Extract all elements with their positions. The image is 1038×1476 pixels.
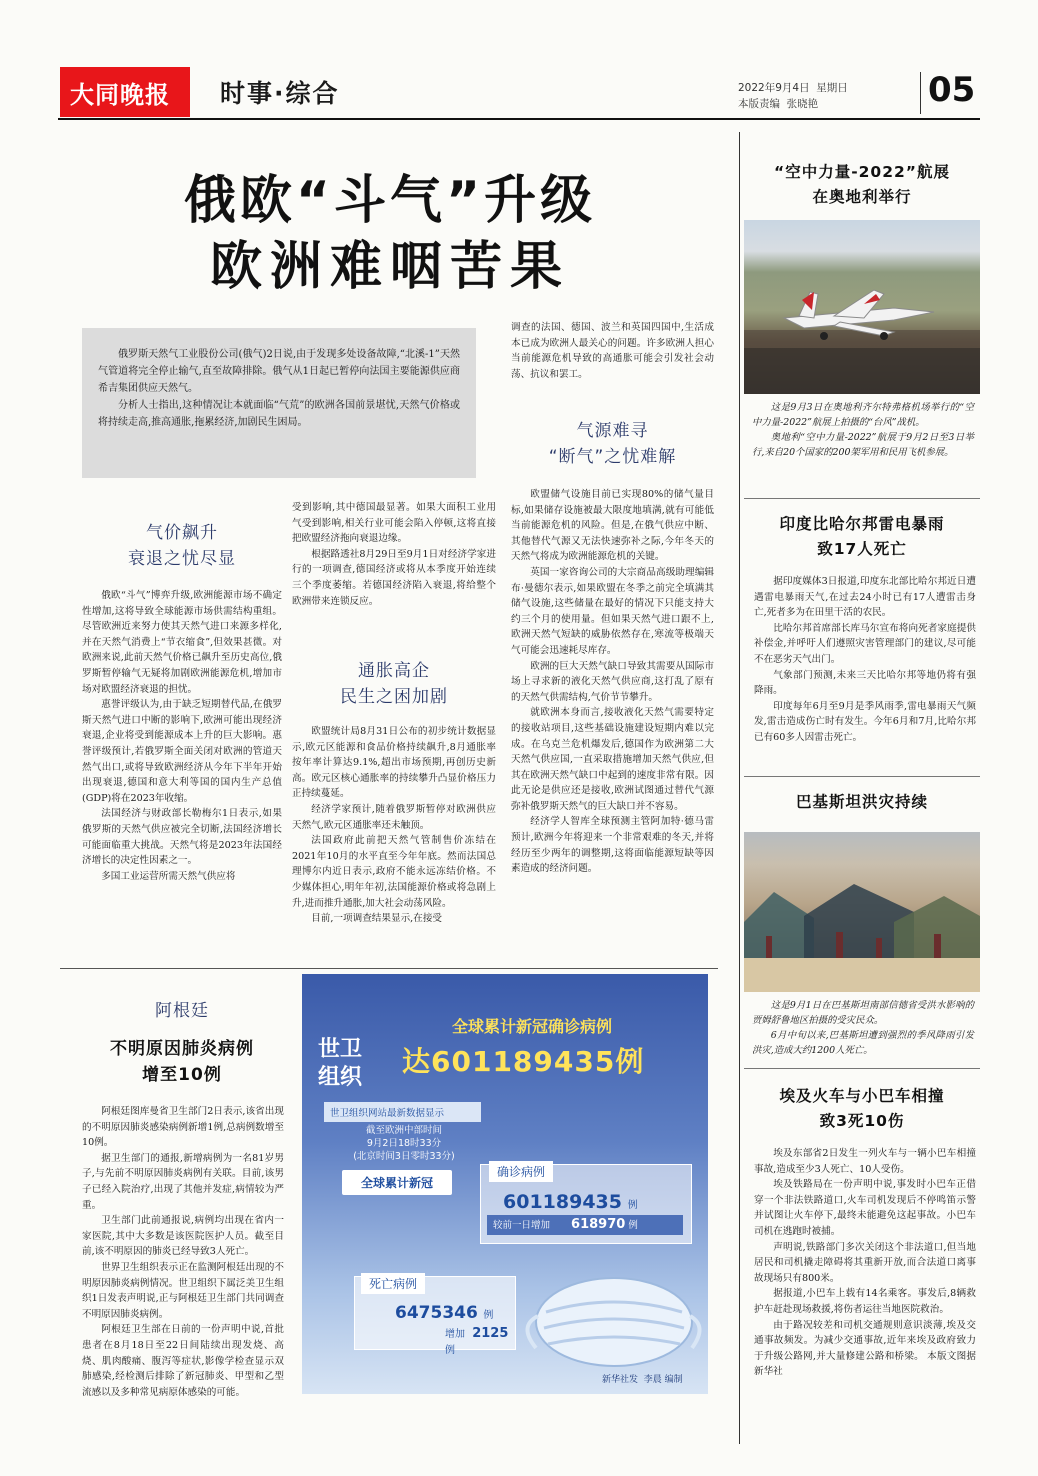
argentina-headline [72, 1036, 292, 1088]
sidebar-rule [744, 1068, 980, 1069]
body-paragraph: 欧洲的巨大天然气缺口导致其需要从国际市场上寻求新的液化天然气供应商,这打乱了原有的天然气供需结构,气价节节攀升。 [511, 660, 714, 703]
jet-fighter-icon [744, 220, 980, 394]
body-paragraph: 据印度媒体3日报道,印度东北部比哈尔邦近日遭遇雷电暴雨天气,在过去24小时已有17人遭雷击身亡,死者多为在田里干活的农民。 [754, 576, 976, 619]
headline-line-2: 欧洲难咽苦果 [209, 237, 570, 297]
who-label-line: 世卫 [318, 1037, 363, 1062]
deaths-increase-label: 增加 [445, 1329, 465, 1340]
photo-caption: 6月中旬以来,巴基斯坦遭到强烈的季风降雨引发洪灾,造成大约1200人死亡。 [752, 1030, 974, 1056]
body-paragraph: 英国一家咨询公司的大宗商品高级助理编辑布·曼德尔表示,如果欧盟在冬季之前完全填满其储气设施,这些储量在最好的情况下只能支持大约三个月的使用量。但如果天然气进口跟不上,欧洲天然气短缺的威胁依然存在,寒流等极端天气可能会迅速耗尽库存。 [511, 566, 714, 656]
confirmed-label: 确诊病例 [489, 1161, 553, 1182]
headline-line-1: 俄欧“斗气”升级 [183, 171, 597, 231]
headline-line: 在奥地利举行 [812, 188, 912, 206]
subhead-line: “断气”之忧难解 [548, 447, 677, 467]
headline-line: 致17人死亡 [817, 540, 907, 558]
deaths-card [354, 1276, 516, 1356]
photo-caption: 奥地利“空中力量-2022”航展于9月2日至3日举行,来自20个国家的200架军用和民用飞机参展。 [752, 432, 974, 458]
flood-caption [752, 998, 974, 1058]
headline-line: 致3死10伤 [819, 1112, 905, 1130]
headline-line: 印度比哈尔邦雷电暴雨 [779, 515, 945, 533]
source-bar: 世卫组织网站最新数据显示 [324, 1102, 481, 1122]
subhead-gas-price [82, 520, 282, 572]
body-paragraph: 就欧洲本身而言,接收液化天然气需要特定的接收站项目,这些基础设施建设短期内难以完成。在乌克兰危机爆发后,德国作为欧洲第二大天然气供应国,一直采取措施增加天然气供应,但其在欧洲天然气缺口中起到的速度非常有限。因此无论是供应还是接收,欧洲试图通过替代气源弥补俄罗斯天然气的巨大缺口并不容易。 [511, 707, 714, 812]
infographic-headline-2: 达601189435例 [402, 1045, 645, 1078]
argentina-body [82, 1104, 284, 1400]
body-paragraph: 目前,一项调查结果显示,在接受 [311, 913, 443, 925]
confirmed-increase: 618970 [571, 1217, 626, 1232]
increase-unit: 例 [628, 1220, 638, 1231]
body-paragraph: 惠誉评级认为,由于缺乏短期替代品,在俄罗斯天然气进口中断的影响下,欧洲可能出现经济衰退,企业将受到能源成本上升的巨大影响。惠誉评级预计,若俄罗斯全面关闭对欧洲的管道天然气出口,或将导致欧洲经济从今年下半年开始出现衰退,德国和意大利等国的国内生产总值(GDP)将在2023年收缩。 [82, 699, 282, 804]
page-editor: 本版责编 张晓艳 [738, 98, 819, 110]
deaths-increase: 2125 [472, 1326, 509, 1341]
flood-photo [744, 832, 980, 992]
face-mask-icon [516, 1256, 706, 1376]
headline-line: 埃及火车与小巴车相撞 [779, 1087, 945, 1105]
sidebar-rule [744, 776, 980, 777]
subhead-line: 气价飙升 [146, 523, 218, 543]
covid-infographic [302, 974, 708, 1394]
argentina-kicker: 阿根廷 [155, 1001, 209, 1021]
headline-line: 不明原因肺炎病例 [110, 1039, 254, 1059]
page-number: 05 [928, 70, 976, 110]
infographic-headline-1: 全球累计新冠确诊病例 [452, 1017, 613, 1036]
logo-text: 大同晚报 [70, 81, 170, 109]
body-paragraph: 阿根廷卫生部在日前的一份声明中说,首批患者在8月18日至22日间陆续出现发烧、高烧、肌肉酸痛、腹泻等症状,影像学检查显示双肺感染,经检测后排除了新冠肺炎、甲型和乙型流感以及多种常见病原体感染的可能。 [82, 1324, 284, 1398]
body-paragraph: 声明说,铁路部门多次关闭这个非法道口,但当地居民和司机撬走障碍将其重新开放,而合法道口离事故现场只有800米。 [754, 1241, 976, 1284]
photo-caption: 这是9月1日在巴基斯坦南部信德省受洪水影响的贾姆舒鲁地区拍摄的受灾民众。 [752, 1000, 974, 1026]
pakistan-headline: 巴基斯坦洪灾持续 [795, 793, 928, 811]
timestamp-line: 9月2日18时33分 [366, 1138, 442, 1149]
body-paragraph: 经济学家预计,随着俄罗斯暂停对欧洲供应天然气,欧元区通胀率还未触顶。 [292, 803, 496, 831]
lead-col2-body [292, 724, 496, 927]
body-paragraph: 据卫生部门的通报,新增病例为一名81岁男子,与先前不明原因肺炎病例有关联。目前,该男子已经入院治疗,出现了其他并发症,病情较为严重。 [82, 1152, 284, 1211]
subhead-line: 衰退之忧尽显 [128, 549, 236, 569]
confirmed-card [480, 1164, 692, 1244]
deaths-unit: 例 [483, 1310, 494, 1321]
body-paragraph: 法国经济与财政部长勒梅尔1日表示,如果俄罗斯的天然气供应被完全切断,法国经济增长可能面临重大挑战。天然气将是2023年法国经济增长的决定性因素之一。 [82, 808, 282, 867]
subhead-line: 通胀高企 [358, 661, 430, 681]
body-paragraph: 卫生部门此前通报说,病例均出现在省内一家医院,其中大多数是该医院医护人员。截至目前,该不明原因的肺炎已经导致3人死亡。 [82, 1215, 284, 1258]
intro-paragraph: 俄罗斯天然气工业股份公司(俄气)2日说,由于发现多处设备故障,“北溪-1”天然气管道将完全停止输气,直至故障排除。俄气从1日起已暂停向法国主要能源供应商希吉集团供应天然气。 [98, 349, 460, 394]
lead-col3-body [511, 487, 714, 877]
body-paragraph: 法国政府此前把天然气管制售价冻结在2021年10月的水平直至今年年底。然而法国总理博尔内近日表示,政府不能永远冻结价格。不少媒体担心,明年年初,法国能源价格或将急剧上升,进而推升通胀,加大社会动荡风险。 [292, 835, 496, 909]
intro-paragraph: 分析人士指出,这种情况让本就面临“气荒”的欧洲各国前景堪忧,天然气价格或将持续走高,推高通胀,拖累经济,加剧民生困局。 [98, 400, 460, 428]
body-paragraph: 世界卫生组织表示正在监测阿根廷出现的不明原因肺炎病例情况。世卫组织下属泛美卫生组织1日发表声明说,正与阿根廷卫生部门共同调查不明原因肺炎病例。 [82, 1261, 284, 1320]
timestamp [324, 1124, 484, 1163]
body-paragraph: 印度每年6月至9月是季风雨季,雷电暴雨天气频发,雷击造成伤亡时有发生。今年6月和7月,比哈尔邦已有60多人因雷击死亡。 [754, 700, 976, 743]
who-label [318, 1036, 362, 1092]
india-body [754, 574, 976, 746]
headline-line: 增至10例 [142, 1065, 222, 1085]
subhead-line: 民生之困加剧 [340, 687, 448, 707]
body-paragraph: 阿根廷图库曼省卫生部门2日表示,该省出现的不明原因肺炎感染病例新增1例,总病例数增至10例。 [82, 1106, 284, 1149]
lead-col3-top [511, 320, 714, 382]
section-divider [60, 968, 718, 969]
airshow-headline [746, 160, 978, 210]
tent-camp-icon [744, 832, 980, 992]
body-paragraph: 欧盟储气设施目前已实现80%的储气量目标,如果储存设施被最大限度地填满,就有可能低当前能源危机的风险。但是,在俄气供应中断、其他替代气源又无法快速弥补之际,今年冬天的天然气将成为欧洲能源危机的关键。 [511, 489, 714, 563]
timestamp-line: 截至欧洲中部时间 [365, 1125, 442, 1136]
subhead-line: 气源难寻 [576, 421, 649, 441]
body-paragraph: 根据路透社8月29日至9月1日对经济学家进行的一项调查,德国经济或将从本季度开始连续三个季度萎缩。若德国经济陷入衰退,将给整个欧洲带来连锁反应。 [292, 548, 496, 607]
egypt-body [754, 1146, 976, 1380]
photo-caption: 这是9月3日在奥地利齐尔特弗格机场举行的“空中力量-2022”航展上拍摄的“台风”战机。 [752, 402, 974, 428]
body-paragraph: 埃及东部省2日发生一列火车与一辆小巴车相撞事故,造成至少3人死亡、10人受伤。 [754, 1148, 976, 1175]
body-paragraph: 据报道,小巴车上载有14名乘客。事发后,8辆救护车赶赴现场救援,将伤者运往当地医院救治。 [754, 1288, 976, 1315]
subhead-inflation [292, 658, 496, 710]
infographic-credit: 新华社发 李晨 编制 [602, 1375, 683, 1385]
masthead-divider [920, 72, 921, 114]
increase-label: 较前一日增加 [493, 1220, 551, 1231]
headline-line: “空中力量-2022”航展 [774, 163, 950, 181]
egypt-headline [746, 1084, 978, 1134]
masthead-rule [58, 118, 980, 120]
body-paragraph: 多国工业运营所需天然气供应将 [101, 870, 236, 882]
issue-date: 2022年9月4日 星期日 [738, 82, 848, 94]
section-title: 时事·综合 [220, 79, 340, 108]
sidebar-divider [739, 132, 740, 1444]
india-headline [746, 512, 978, 562]
body-paragraph: 气象部门预测,未来三天比哈尔邦等地仍将有强降雨。 [754, 669, 976, 697]
who-label-line: 组织 [318, 1065, 363, 1090]
sidebar-rule [744, 498, 980, 499]
body-paragraph: 埃及铁路局在一份声明中说,事发时小巴车正借穿一个非法铁路道口,火车司机发现后不停鸣笛示警并试图让火车停下,最终未能避免这起事故。小巴车司机在逃跑时被捕。 [754, 1179, 976, 1237]
airshow-photo [744, 220, 980, 394]
deaths-label: 死亡病例 [361, 1273, 425, 1294]
deaths-increase-unit: 例 [445, 1345, 455, 1356]
body-paragraph: 受到影响,其中德国最显著。如果大面积工业用气受到影响,相关行业可能会陷入停顿,这将直接把欧盟经济拖向衰退边缘。 [292, 502, 496, 545]
body-paragraph: 由于路况较差和司机交通规则意识淡薄,埃及交通事故频发。为减少交通事故,近年来埃及政府致力于升级公路网,并大量修建公路和桥梁。 本版文图据新华社 [754, 1319, 976, 1378]
deaths-value: 6475346 [395, 1303, 478, 1323]
lead-headline [150, 168, 630, 300]
lead-intro-box [82, 328, 476, 478]
confirmed-unit: 例 [627, 1200, 638, 1211]
confirmed-value: 601189435 [503, 1191, 622, 1213]
body-paragraph: 比哈尔邦首席部长库马尔宣布将向死者家庭提供补偿金,并呼吁人们遵照灾害管理部门的建议,尽可能不在恶劣天气出门。 [754, 622, 976, 665]
airshow-caption [752, 400, 974, 460]
body-paragraph: 经济学人智库全球预测主管阿加特·德马雷预计,欧洲今年将迎来一个非常艰难的冬天,并将经历至少两年的调整期,这将面临能源短缺等因素造成的经济问题。 [511, 816, 714, 875]
lead-col1 [82, 588, 282, 884]
timestamp-line: (北京时间3日零时33分) [353, 1151, 455, 1162]
masthead-logo [60, 67, 190, 117]
cumulative-label: 全球累计新冠 [342, 1170, 452, 1195]
lead-col2-top [292, 500, 496, 609]
body-paragraph: 调查的法国、德国、波兰和英国四国中,生活成本已成为欧洲人最关心的问题。许多欧洲人担心当前能源危机导致的高通胀可能会引发社会动荡、抗议和罢工。 [511, 322, 714, 380]
subhead-gas-source [511, 418, 714, 470]
body-paragraph: 欧盟统计局8月31日公布的初步统计数据显示,欧元区能源和食品价格持续飙升,8月通胀率按年率计算达9.1%,超出市场预期,再创历史新高。欧元区核心通胀率的持续攀升凸显价格压力正持续蔓延。 [292, 726, 496, 800]
body-paragraph: 俄欧“斗气”博弈升级,欧洲能源市场不确定性增加,这将导致全球能源市场供需结构重组。尽管欧洲近来努力使其天然气进口来源多样化,并在天然气消费上“节衣缩食”,但效果甚微。对欧洲来说,此前天然气价格已飙升至历史高位,俄罗斯暂停输气无疑将加剧欧洲能源危机,增加市场对欧盟经济衰退的担忧。 [82, 590, 282, 695]
